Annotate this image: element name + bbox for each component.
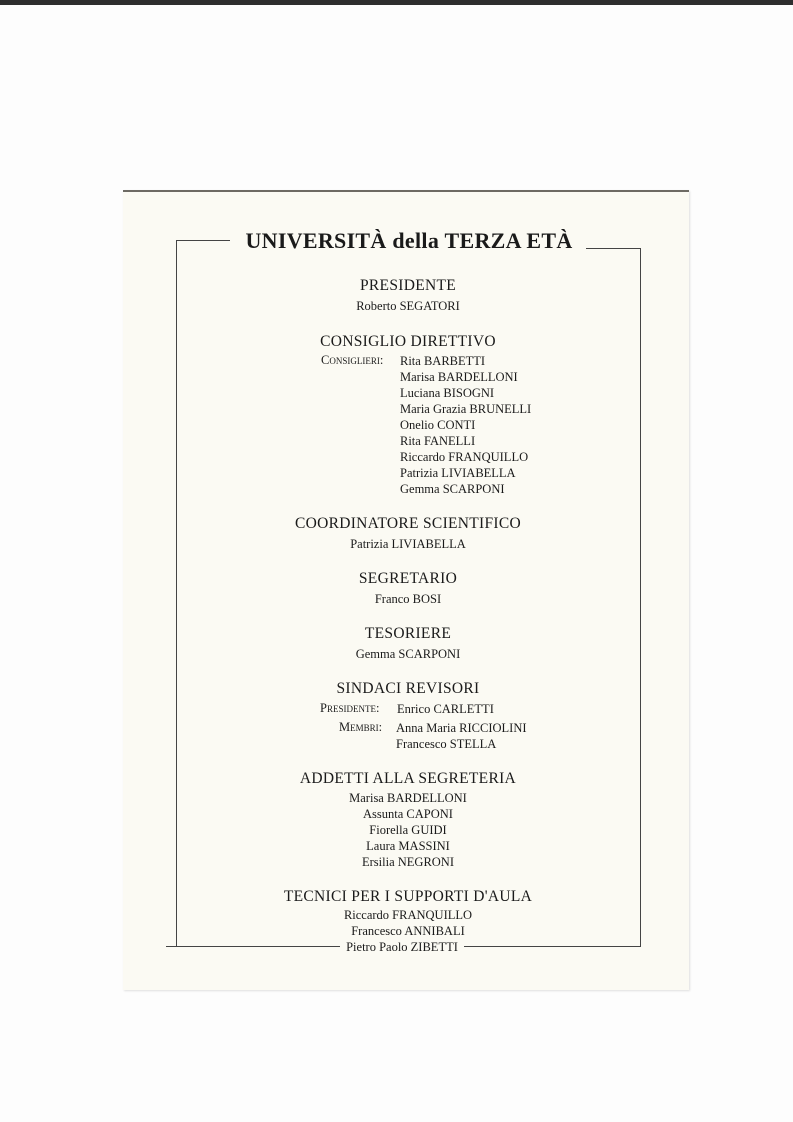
coordinatore-name: Patrizia LIVIABELLA xyxy=(350,537,466,551)
tecnico-name: Pietro Paolo ZIBETTI xyxy=(340,940,464,955)
heading-coordinatore-scientifico: COORDINATORE SCIENTIFICO xyxy=(294,515,522,532)
segretario-name: Franco BOSI xyxy=(374,592,442,606)
addetto-name: Ersilia NEGRONI xyxy=(362,855,454,869)
sindaci-membri-label: Membri: xyxy=(339,720,383,734)
heading-tecnici-supporti: TECNICI PER I SUPPORTI D'AULA xyxy=(283,888,533,905)
addetto-name: Fiorella GUIDI xyxy=(369,823,447,837)
consigliere-name: Luciana BISOGNI xyxy=(400,386,495,400)
frame-border-top-left xyxy=(176,240,230,241)
tecnico-name: Francesco ANNIBALI xyxy=(351,924,465,938)
consigliere-name: Gemma SCARPONI xyxy=(400,482,505,496)
frame-border-top-right xyxy=(586,248,640,249)
sindaci-membro-name: Anna Maria RICCIOLINI xyxy=(396,721,527,735)
consigliere-name: Rita FANELLI xyxy=(400,434,476,448)
consigliere-name: Marisa BARDELLONI xyxy=(400,370,518,384)
heading-addetti-segreteria: ADDETTI ALLA SEGRETERIA xyxy=(299,770,517,787)
addetto-name: Assunta CAPONI xyxy=(363,807,453,821)
consiglieri-label: Consiglieri: xyxy=(321,353,384,367)
heading-sindaci-revisori: SINDACI REVISORI xyxy=(336,680,480,697)
addetto-name: Marisa BARDELLONI xyxy=(349,791,467,805)
heading-consiglio-direttivo: CONSIGLIO DIRETTIVO xyxy=(320,333,496,350)
addetto-name: Laura MASSINI xyxy=(366,839,450,853)
heading-tesoriere: TESORIERE xyxy=(364,625,452,642)
heading-segretario: SEGRETARIO xyxy=(358,570,458,587)
sindaci-membro-name: Francesco STELLA xyxy=(396,737,497,751)
consigliere-name: Riccardo FRANQUILLO xyxy=(400,450,529,464)
consigliere-name: Onelio CONTI xyxy=(400,418,476,432)
scan-top-edge xyxy=(0,0,793,5)
frame-border-right xyxy=(640,248,641,946)
sindaci-presidente-name: Enrico CARLETTI xyxy=(397,702,494,716)
sindaci-presidente-label: Presidente: xyxy=(320,701,380,715)
heading-presidente: PRESIDENTE xyxy=(360,277,456,294)
consigliere-name: Patrizia LIVIABELLA xyxy=(400,466,516,480)
consigliere-name: Maria Grazia BRUNELLI xyxy=(400,402,532,416)
tecnico-name: Riccardo FRANQUILLO xyxy=(343,908,473,922)
consigliere-name: Rita BARBETTI xyxy=(400,354,486,368)
document-title: UNIVERSITÀ della TERZA ETÀ xyxy=(245,228,573,253)
tesoriere-name: Gemma SCARPONI xyxy=(355,647,461,661)
presidente-name: Roberto SEGATORI xyxy=(356,299,460,313)
